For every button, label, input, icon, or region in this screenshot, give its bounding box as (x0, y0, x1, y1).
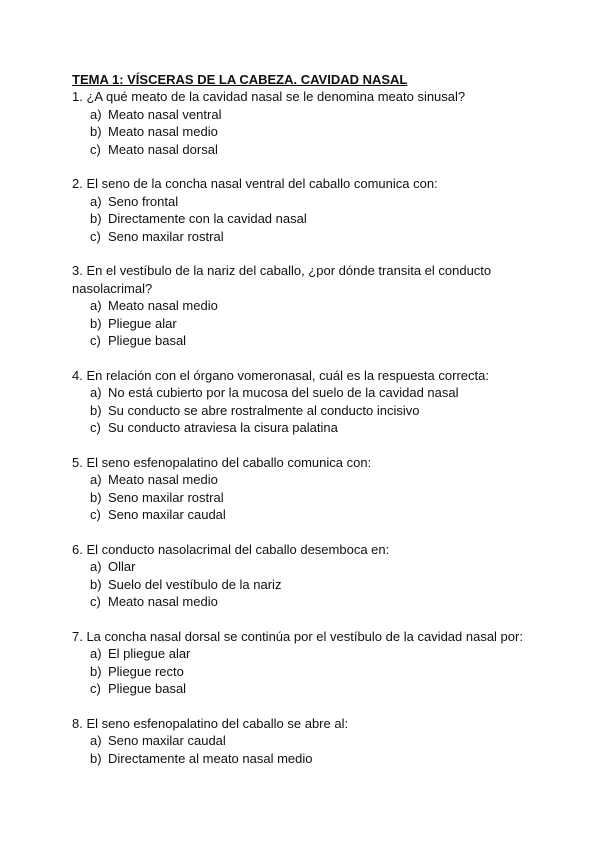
option-list (72, 471, 542, 524)
option-text: Meato nasal ventral (108, 106, 222, 122)
option-letter: a) (90, 646, 102, 661)
option-letter: c) (90, 141, 101, 157)
question-5 (72, 454, 542, 524)
answer-option (72, 123, 542, 141)
option-letter: b) (90, 211, 102, 226)
answer-option (72, 489, 542, 507)
option-text: Seno maxilar rostral (108, 489, 224, 505)
option-text: Meato nasal medio (108, 124, 218, 139)
question-2 (72, 175, 542, 245)
answer-option (72, 750, 542, 768)
option-list (72, 106, 542, 159)
question-text: 2. El seno de la concha nasal ventral del caballo comunica con: (72, 176, 438, 191)
option-letter: c) (90, 228, 101, 244)
option-letter: a) (90, 385, 102, 400)
answer-option (72, 106, 542, 124)
option-letter: a) (90, 559, 102, 574)
answer-option (72, 228, 542, 246)
answer-option (72, 593, 542, 611)
answer-option (72, 315, 542, 333)
option-list (72, 732, 542, 767)
answer-option (72, 210, 542, 228)
answer-option (72, 332, 542, 350)
option-text: Pliegue alar (108, 315, 177, 331)
option-letter: a) (90, 472, 102, 487)
answer-option (72, 506, 542, 524)
option-text: Meato nasal medio (108, 472, 218, 487)
question-text: 3. En el vestíbulo de la nariz del caballo, ¿por dónde transita el conducto nasolacrimal? (72, 263, 492, 296)
option-text: No está cubierto por la mucosa del suelo de la cavidad nasal (108, 385, 459, 400)
page-title: TEMA 1: VÍSCERAS DE LA CABEZA. CAVIDAD NASAL (72, 72, 408, 87)
question-text: 8. El seno esfenopalatino del caballo se abre al: (72, 715, 349, 731)
option-list (72, 193, 542, 246)
option-letter: b) (90, 124, 102, 139)
option-list (72, 384, 542, 437)
option-text: Meato nasal medio (108, 298, 218, 313)
question-4 (72, 367, 542, 437)
answer-option (72, 576, 542, 594)
option-text: Seno maxilar caudal (108, 507, 226, 522)
option-text: Meato nasal medio (108, 594, 218, 609)
option-letter: b) (90, 750, 102, 766)
question-list (72, 88, 542, 767)
option-letter: b) (90, 315, 102, 331)
option-letter: b) (90, 663, 102, 679)
option-letter: a) (90, 193, 102, 209)
answer-option (72, 732, 542, 750)
option-text: Meato nasal dorsal (108, 141, 218, 157)
option-letter: c) (90, 594, 101, 609)
option-letter: a) (90, 733, 102, 748)
document-content (72, 71, 542, 784)
question-text: 1. ¿A qué meato de la cavidad nasal se le denomina meato sinusal? (72, 89, 466, 104)
answer-option (72, 297, 542, 315)
question-text: 4. En relación con el órgano vomeronasal, cuál es la respuesta correcta: (72, 367, 489, 383)
answer-option (72, 384, 542, 402)
option-text: El pliegue alar (108, 646, 191, 661)
option-text: Pliegue basal (108, 681, 187, 696)
question-text: 6. El conducto nasolacrimal del caballo desemboca en: (72, 541, 390, 557)
option-list (72, 558, 542, 611)
question-7 (72, 628, 542, 698)
option-text: Ollar (108, 559, 136, 574)
option-letter: c) (90, 681, 101, 696)
option-letter: b) (90, 489, 102, 505)
option-text: Pliegue recto (108, 663, 184, 679)
option-letter: a) (90, 298, 102, 313)
answer-option (72, 419, 542, 437)
option-list (72, 297, 542, 350)
option-letter: b) (90, 402, 102, 418)
option-text: Directamente con la cavidad nasal (108, 211, 307, 226)
option-letter: b) (90, 576, 102, 592)
answer-option (72, 402, 542, 420)
option-text: Suelo del vestíbulo de la nariz (108, 576, 282, 592)
option-letter: a) (90, 106, 102, 122)
question-text: 7. La concha nasal dorsal se continúa por el vestíbulo de la cavidad nasal por: (72, 628, 523, 644)
option-text: Su conducto atraviesa la cisura palatina (108, 420, 338, 435)
answer-option (72, 558, 542, 576)
answer-option (72, 141, 542, 159)
answer-option (72, 193, 542, 211)
option-letter: c) (90, 333, 101, 348)
question-8 (72, 715, 542, 768)
option-list (72, 645, 542, 698)
option-text: Pliegue basal (108, 333, 187, 348)
option-text: Seno frontal (108, 193, 179, 209)
answer-option (72, 471, 542, 489)
answer-option (72, 680, 542, 698)
question-1 (72, 88, 542, 158)
option-text: Seno maxilar rostral (108, 228, 224, 244)
question-6 (72, 541, 542, 611)
option-letter: c) (90, 507, 101, 522)
option-letter: c) (90, 420, 101, 435)
option-text: Su conducto se abre rostralmente al conducto incisivo (108, 402, 420, 418)
answer-option (72, 645, 542, 663)
question-text: 5. El seno esfenopalatino del caballo comunica con: (72, 454, 372, 470)
answer-option (72, 663, 542, 681)
option-text: Seno maxilar caudal (108, 733, 226, 748)
question-3 (72, 262, 542, 350)
option-text: Directamente al meato nasal medio (108, 750, 313, 766)
